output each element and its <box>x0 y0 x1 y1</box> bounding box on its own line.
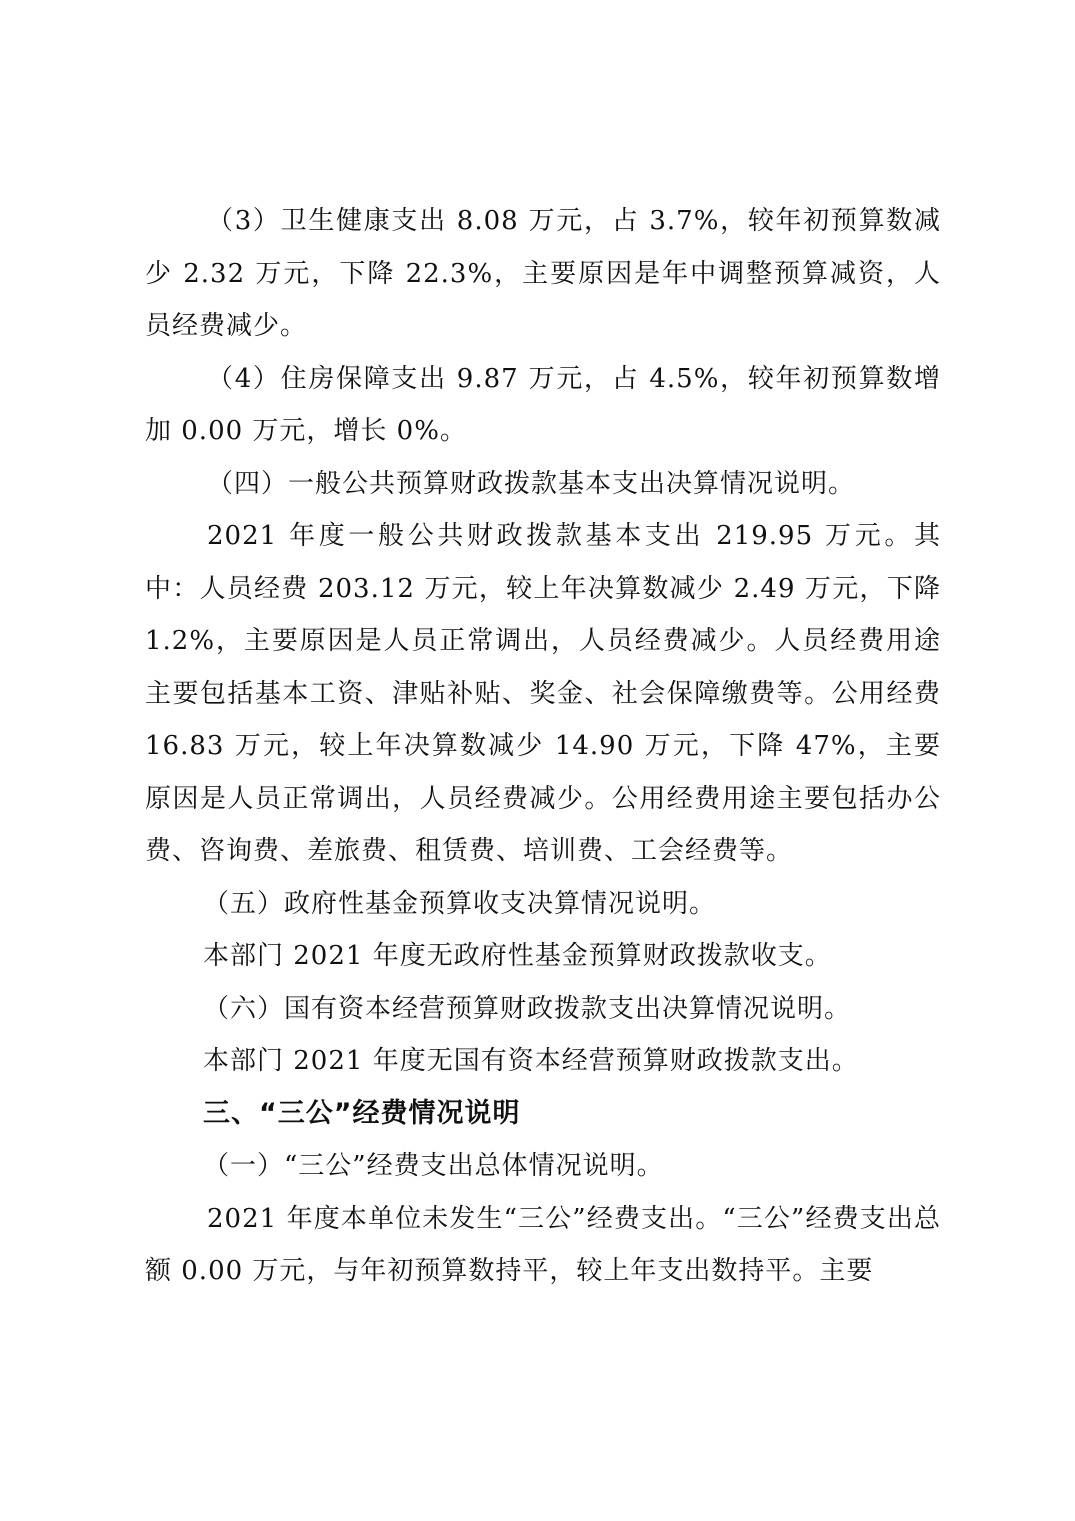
section-heading-state-capital-budget: （六）国有资本经营预算财政拨款支出决算情况说明。 <box>203 993 852 1024</box>
paragraph-three-public-overview: 2021 年度本单位未发生“三公”经费支出。“三公”经费支出总额 0.00 万元，与年初预算数持平，较上年支出数持平。主要 <box>145 1203 941 1286</box>
section-heading-government-fund-budget: （五）政府性基金预算收支决算情况说明。 <box>203 888 717 919</box>
paragraph-health-expenditure: （3）卫生健康支出 8.08 万元，占 3.7%，较年初预算数减少 2.32 万元，下降 22.3%，主要原因是年中调整预算减资，人员经费减少。 <box>145 206 941 341</box>
paragraph-basic-expenditure: 2021 年度一般公共财政拨款基本支出 219.95 万元。其中：人员经费 203.12 万元，较上年决算数减少 2.49 万元，下降 1.2%，主要原因是人员正常调出，人员经费减少。人员经费用途主要包括基本工资、津贴补贴、奖金、社会保障缴费等。公用经费 16.83 万元，较上年决算数减少 14.90 万元，下降 47%，主要原因是人员正常调出，人员经费减少。公用经费用途主要包括办公费、咨询费、差旅费、租赁费、培训费、工会经费等。 <box>145 521 941 866</box>
document-page <box>145 195 941 1298</box>
section-heading-three-public-overview: （一）“三公”经费支出总体情况说明。 <box>203 1151 664 1181</box>
paragraph-housing-expenditure: （4）住房保障支出 9.87 万元，占 4.5%，较年初预算数增加 0.00 万元，增长 0%。 <box>145 363 941 446</box>
section-heading-general-budget-basic-expenditure: （四）一般公共预算财政拨款基本支出决算情况说明。 <box>207 468 856 499</box>
paragraph-state-capital-budget: 本部门 2021 年度无国有资本经营预算财政拨款支出。 <box>203 1046 859 1076</box>
paragraph-government-fund-budget: 本部门 2021 年度无政府性基金预算财政拨款收支。 <box>203 941 832 971</box>
chapter-heading-three-public-expenses: 三、“三公”经费情况说明 <box>203 1097 521 1129</box>
